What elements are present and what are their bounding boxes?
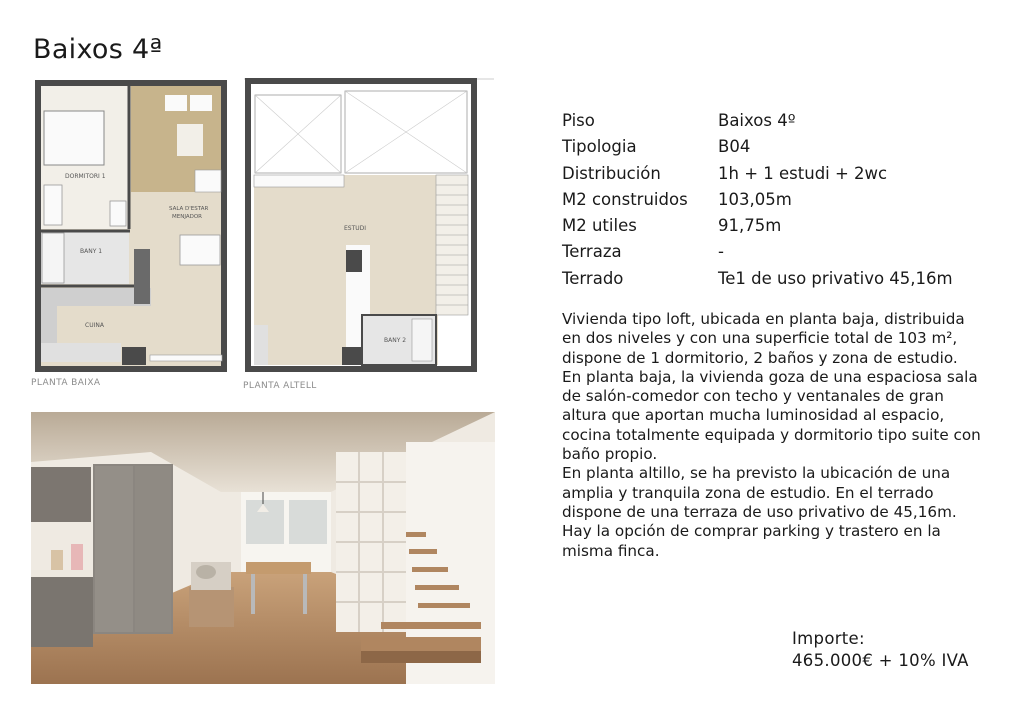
room-label-bany2: BANY 2 (384, 337, 407, 344)
room-label-estudi: ESTUDI (344, 225, 367, 232)
description (562, 310, 982, 561)
description-paragraph: En planta altillo, se ha previsto la ubicación de una amplia y tranquila zona de estudio. En el terrado dispone de una terraza de uso privativo de 45,16m. (562, 464, 957, 521)
room-label-bany1: BANY 1 (80, 248, 103, 255)
interior-render-image (31, 412, 495, 684)
spec-value: - (718, 242, 724, 262)
spec-row (562, 187, 953, 213)
price-value: 465.000€ + 10% IVA (792, 651, 969, 670)
spec-key: Tipologia (562, 137, 637, 157)
room-label-dormitori: DORMITORI 1 (65, 173, 106, 180)
room-label-sala: SALA D'ESTAR (169, 206, 209, 212)
description-paragraph: En planta baja, la vivienda goza de una espaciosa sala de salón-comedor con techo y ventanales de gran altura que aportan mucha luminosidad al espacio, cocina totalmente equipada y dormitorio tipo suite con baño propio. (562, 367, 981, 464)
spec-row (562, 239, 953, 265)
spec-value: 1h + 1 estudi + 2wc (718, 163, 888, 183)
loft-floor-plan (244, 75, 494, 375)
spec-key: M2 utiles (562, 216, 637, 236)
loft-plan-label: PLANTA ALTELL (243, 381, 317, 391)
ground-floor-plan (30, 75, 230, 375)
spec-key: M2 construidos (562, 189, 688, 209)
price-label: Importe: (792, 629, 865, 648)
room-label-cuina: CUINA (85, 322, 104, 329)
spec-value: B04 (718, 137, 751, 157)
spec-row (562, 134, 953, 160)
specs-table (562, 108, 953, 292)
spec-value: Baixos 4º (718, 111, 796, 130)
spec-value: 91,75m (718, 216, 782, 236)
spec-row (562, 108, 953, 134)
description-paragraph: Vivienda tipo loft, ubicada en planta baja, distribuida en dos niveles y con una superficie total de 103 m², dispone de 1 dormitorio, 2 baños y zona de estudio. (562, 310, 965, 367)
spec-key: Terrado (562, 268, 624, 288)
spec-value: Te1 de uso privativo 45,16m (718, 268, 953, 288)
description-paragraph: Hay la opción de comprar parking y trastero en la misma finca. (562, 522, 941, 560)
page-title: Baixos 4ª (33, 34, 163, 65)
spec-row (562, 161, 953, 187)
spec-key: Distribución (562, 163, 661, 183)
spec-row (562, 266, 953, 292)
spec-row (562, 213, 953, 239)
spec-key: Terraza (562, 242, 622, 262)
spec-key: Piso (562, 111, 595, 130)
price-block (792, 628, 969, 672)
room-label-menjador: MENJADOR (172, 214, 203, 220)
spec-value: 103,05m (718, 189, 792, 209)
ground-plan-label: PLANTA BAIXA (31, 378, 101, 388)
